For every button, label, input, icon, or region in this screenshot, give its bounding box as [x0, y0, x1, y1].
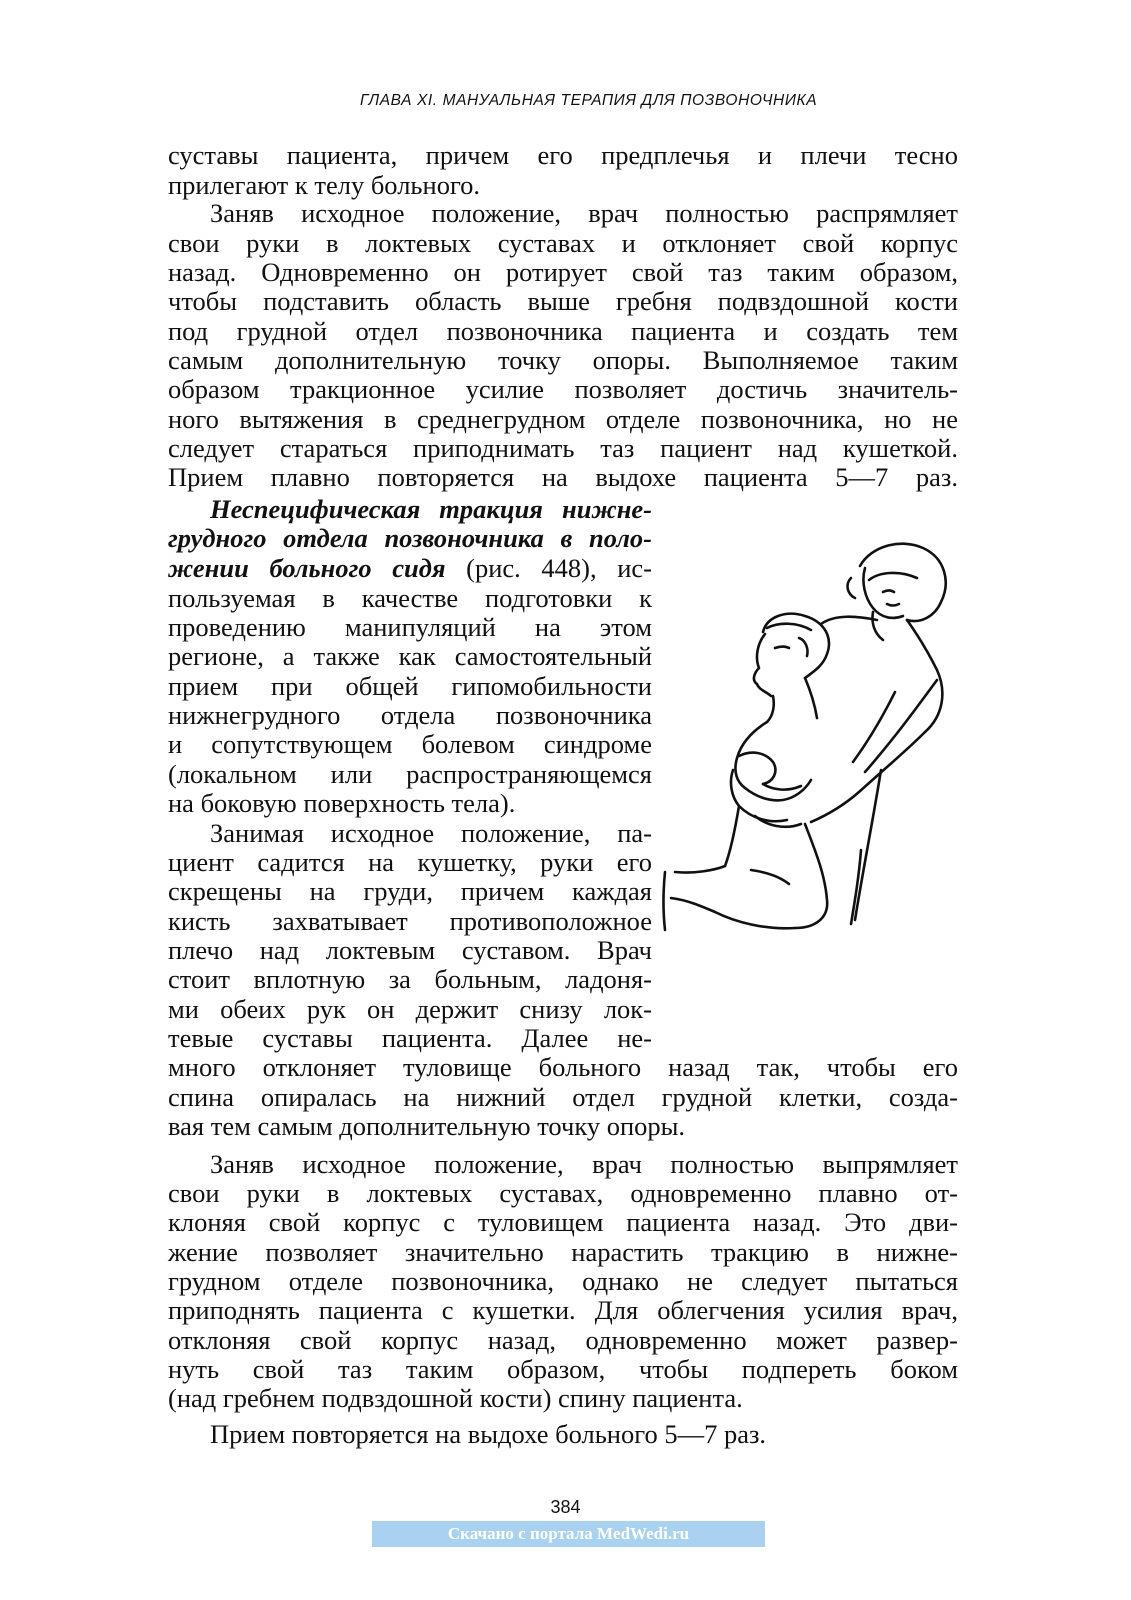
running-header: ГЛАВА XI. МАНУАЛЬНАЯ ТЕРАПИЯ ДЛЯ ПОЗВОНОЧНИКА — [360, 92, 818, 109]
text-line: нуть свой таз таким образом, чтобы подпереть боком — [168, 1354, 958, 1384]
text-line: плечо над локтевым суставом. Врач — [168, 935, 652, 965]
text-line: пользуемая в качестве подготовки к — [168, 583, 652, 613]
text-line: циент садится на кушетку, руки его — [168, 847, 652, 877]
text-line: Заняв исходное положение, врач полностью распрямляет — [210, 198, 958, 228]
text-line: ного вытяжения в среднегрудном отделе позвоночника, но не — [168, 404, 958, 434]
traction-illustration-icon — [655, 520, 955, 950]
text-line: тевые суставы пациента. Далее не- — [168, 1023, 652, 1053]
text-line: Занимая исходное положение, па- — [210, 818, 652, 848]
figure-reference: (рис. 448), ис- — [445, 553, 652, 583]
text-line: отклоняя свой корпус назад, одновременно может развер- — [168, 1325, 958, 1355]
text-line: скрещены на груди, причем каждая — [168, 876, 652, 906]
text-line: стоит вплотную за больным, ладоня- — [168, 964, 652, 994]
text-line: проведению манипуляций на этом — [168, 612, 652, 642]
bold-heading-text: грудного отдела позвоночника в поло- — [168, 523, 652, 553]
text-line: много отклоняет туловище больного назад так, чтобы его — [168, 1052, 958, 1082]
text-line: кисть захватывает противоположное — [168, 906, 652, 936]
text-line: (локальном или распространяющемся — [168, 759, 652, 789]
text-line: свои руки в локтевых суставах, одновременно плавно от- — [168, 1178, 958, 1208]
text-line: нижнегрудного отдела позвоночника — [168, 700, 652, 730]
bold-heading-text: Неспецифическая тракция нижне- — [210, 494, 652, 524]
text-line: под грудной отдел позвоночника пациента и создать тем — [168, 316, 958, 346]
text-line: ми обеих рук он держит снизу лок- — [168, 994, 652, 1024]
text-line: приподнять пациента с кушетки. Для облегчения усилия врач, — [168, 1295, 958, 1325]
bold-heading-line — [210, 494, 652, 524]
text-line: самым дополнительную точку опоры. Выполняемое таким — [168, 345, 958, 375]
text-line: назад. Одновременно он ротирует свой таз таким образом, — [168, 257, 958, 287]
text-line: суставы пациента, причем его предплечья и плечи тесно — [168, 140, 958, 170]
text-line: (над гребнем подвздошной кости) спину пациента. — [168, 1383, 743, 1413]
text-line: жение позволяет значительно нарастить тракцию в нижне- — [168, 1237, 958, 1267]
text-line: регионе, а также как самостоятельный — [168, 641, 652, 671]
text-line: грудном отделе позвоночника, однако не следует пытаться — [168, 1266, 958, 1296]
bold-heading-text: жении больного сидя — [168, 553, 446, 583]
text-line: вая тем самым дополнительную точку опоры. — [168, 1111, 686, 1141]
text-line: Прием повторяется на выдохе больного 5—7 раз. — [210, 1419, 767, 1449]
page-number: 384 — [550, 1497, 581, 1517]
text-line: Прием плавно повторяется на выдохе пациента 5—7 раз. — [168, 462, 958, 492]
text-line: чтобы подставить область выше гребня подвздошной кости — [168, 286, 958, 316]
text-line: Заняв исходное положение, врач полностью выпрямляет — [210, 1149, 958, 1179]
text-line: спина опиралась на нижний отдел грудной клетки, созда- — [168, 1082, 958, 1112]
download-watermark[interactable]: Скачано с портала MedWedi.ru — [372, 1521, 765, 1547]
text-line: и сопутствующем болевом синдроме — [168, 729, 652, 759]
text-line: свои руки в локтевых суставах и отклоняет свой корпус — [168, 228, 958, 258]
text-line: следует стараться приподнимать таз пациент над кушеткой. — [168, 433, 958, 463]
bold-heading-line — [168, 553, 652, 583]
text-line: на боковую поверхность тела). — [168, 788, 516, 818]
text-line: прилегают к телу больного. — [168, 170, 481, 200]
bold-heading-line — [168, 523, 652, 553]
text-line: образом тракционное усилие позволяет достичь значитель- — [168, 374, 958, 404]
text-line: клоняя свой корпус с туловищем пациента назад. Это дви- — [168, 1207, 958, 1237]
text-line: прием при общей гипомобильности — [168, 671, 652, 701]
